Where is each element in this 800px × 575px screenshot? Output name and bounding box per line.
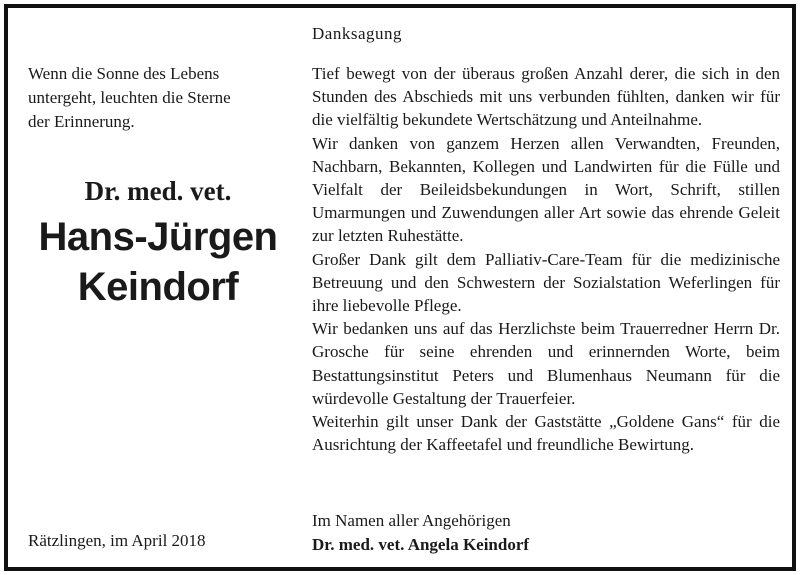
deceased-first-name: Hans-Jürgen — [38, 215, 278, 259]
closing-block — [312, 509, 780, 557]
left-column — [28, 8, 308, 567]
thanks-paragraph: Tief bewegt von der überaus großen Anzahl derer, die sich in den Stunden des Abschieds mit uns verbunden fühlten, danken wir für die vielfältig bekundete Wertschätzung und Anteilnahme. — [312, 64, 780, 130]
thanks-paragraph: Wir bedanken uns auf das Herzlichste beim Trauerredner Herrn Dr. Grosche für seine ehrenden und erinnernden Worte, beim Bestattungsinstitut Peters und Blumenhaus Neumann für die würdevolle Gestaltung der Trauerfeier. — [312, 319, 780, 408]
motto-line: der Erinnerung. — [28, 112, 135, 131]
signer-name: Dr. med. vet. Angela Keindorf — [312, 535, 530, 554]
thanks-paragraph: Großer Dank gilt dem Palliativ-Care-Team für die medizinische Betreuung und den Schwestern der Sozialstation Weferlingen für ihre liebevolle Pflege. — [312, 249, 780, 316]
thanks-text — [312, 62, 780, 456]
deceased-name — [28, 212, 288, 312]
deceased-title: Dr. med. vet. — [84, 176, 232, 206]
motto-line: Wenn die Sonne des Lebens — [28, 64, 220, 83]
thanks-paragraph: Weiterhin gilt unser Dank der Gaststätte „Goldene Gans“ für die Ausrichtung der Kaffeetafel und freundliche Bewirtung. — [312, 412, 780, 455]
place-and-date: Rätzlingen, im April 2018 — [28, 531, 206, 550]
deceased-last-name: Keindorf — [77, 265, 239, 309]
right-column — [312, 8, 782, 567]
obituary-notice — [4, 4, 796, 571]
closing-intro: Im Namen aller Angehörigen — [312, 511, 511, 530]
thanks-heading: Danksagung — [312, 24, 402, 43]
thanks-paragraph: Wir danken von ganzem Herzen allen Verwandten, Freunden, Nachbarn, Bekannten, Kollegen und Landwirten für die Fülle und Vielfalt der Beileidsbekundungen in Wort, Schrift, stillen Umarmungen und Zuwendungen aller Art sowie das ehrende Geleit zur letzten Ruhestätte. — [312, 133, 780, 246]
memorial-motto — [28, 62, 308, 134]
motto-line: untergeht, leuchten die Sterne — [28, 88, 231, 107]
